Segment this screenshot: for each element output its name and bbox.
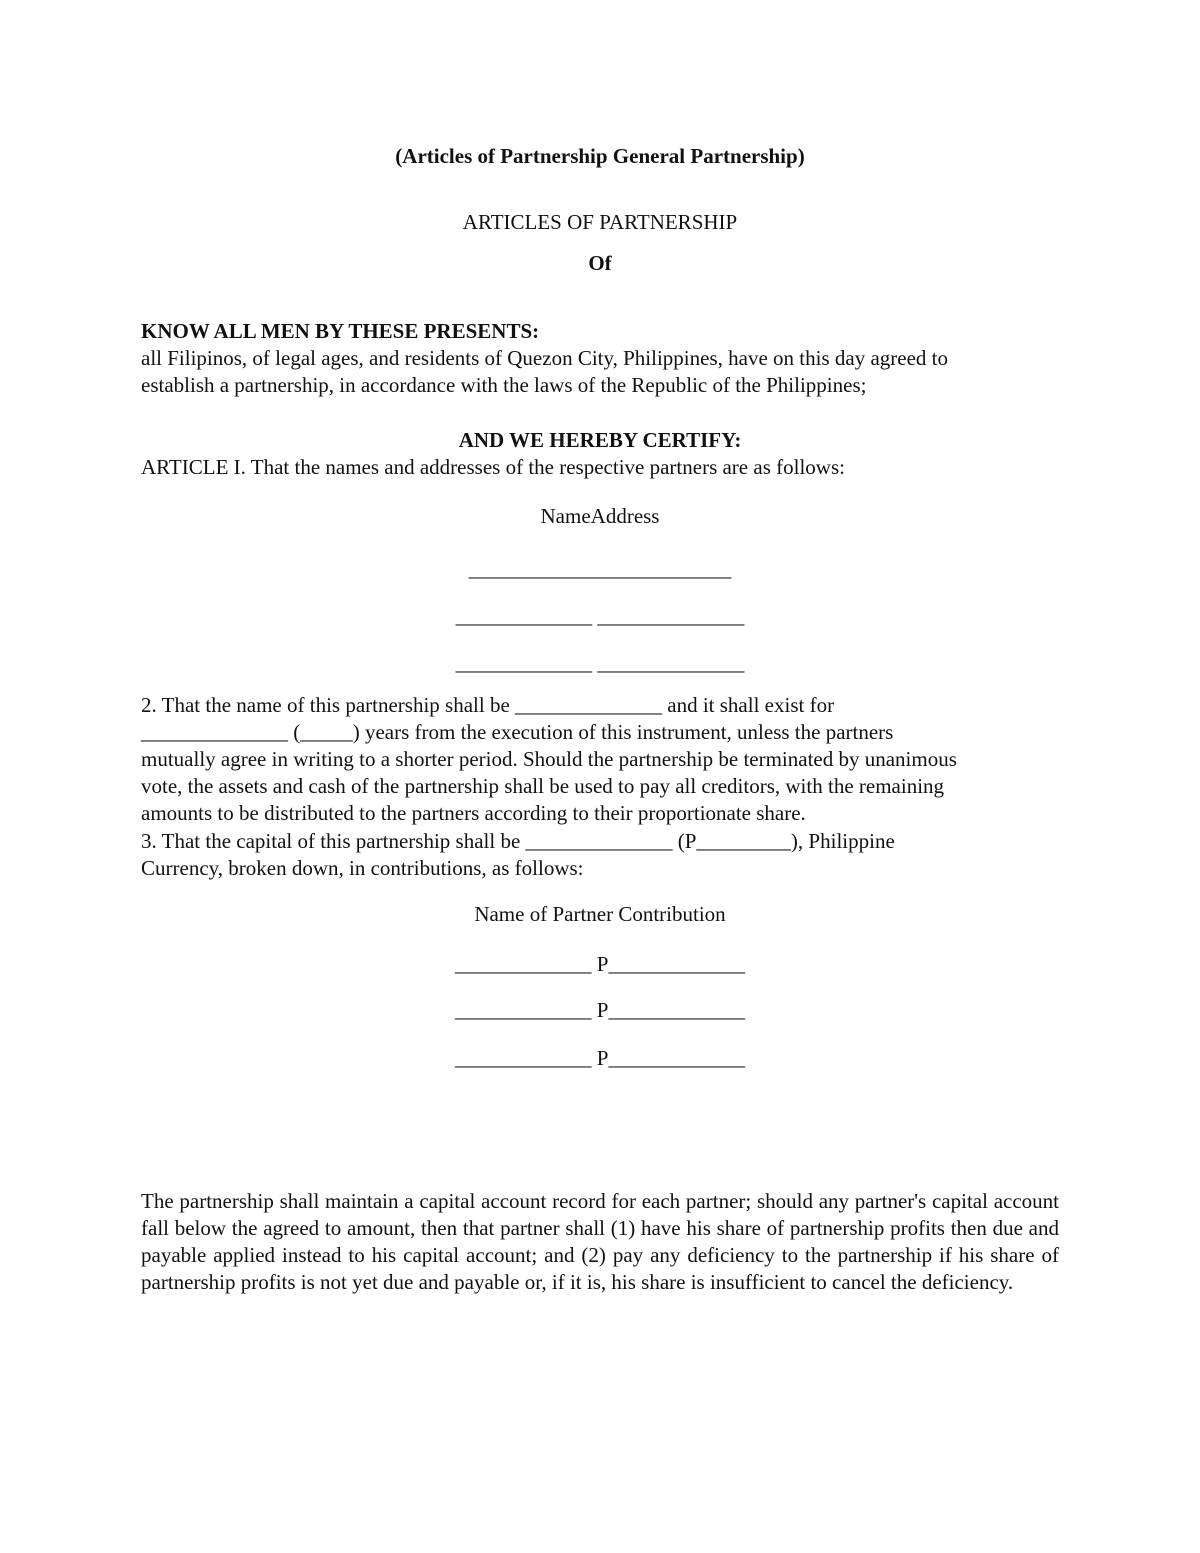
partners-row-2: _____________ ______________	[455, 604, 745, 628]
partners-row-3: _____________ ______________	[455, 651, 745, 675]
article-3-line-1: 3. That the capital of this partnership shall be ______________ (P_________), Philippine	[141, 829, 895, 853]
contributions-row-3: _____________ P_____________	[455, 1046, 745, 1070]
certify-heading: AND WE HEREBY CERTIFY:	[458, 428, 742, 452]
intro-line-1: all Filipinos, of legal ages, and residents of Quezon City, Philippines, have on this day agreed to	[141, 346, 948, 370]
form-title: (Articles of Partnership General Partnership)	[395, 144, 805, 168]
article-3-line-2: Currency, broken down, in contributions, as follows:	[141, 856, 584, 880]
article-2-line-1: 2. That the name of this partnership shall be ______________ and it shall exist for	[141, 693, 835, 717]
contributions-table-header: Name of Partner Contribution	[474, 902, 726, 926]
article-2-line-2: ______________ (_____) years from the execution of this instrument, unless the partners	[141, 720, 894, 744]
partners-row-1: _________________________	[468, 557, 732, 581]
article-2-line-5: amounts to be distributed to the partners according to their proportionate share.	[141, 801, 806, 825]
intro-line-2: establish a partnership, in accordance with the laws of the Republic of the Philippines;	[141, 373, 867, 397]
intro-heading: KNOW ALL MEN BY THESE PRESENTS:	[141, 319, 540, 343]
article-1-text: ARTICLE I. That the names and addresses of the respective partners are as follows:	[141, 455, 845, 479]
article-2-line-4: vote, the assets and cash of the partnership shall be used to pay all creditors, with the remaining	[141, 774, 945, 798]
partners-table-header: NameAddress	[540, 504, 660, 528]
document-title: ARTICLES OF PARTNERSHIP	[462, 210, 738, 234]
capital-account-paragraph: The partnership shall maintain a capital account record for each partner; should any partner's capital account fall below the agreed to amount, then that partner shall (1) have his share of partnership profits then due and payable applied instead to his capital account; and (2) pay any deficiency to the partnership if his share of partnership profits is not yet due and payable or, if it is, his share is insufficient to cancel the deficiency.	[141, 1189, 1059, 1294]
article-2-line-3: mutually agree in writing to a shorter period. Should the partnership be terminated by unanimous	[141, 747, 957, 771]
of-line: Of	[588, 251, 612, 275]
contributions-row-2: _____________ P_____________	[455, 998, 745, 1022]
contributions-row-1: _____________ P_____________	[455, 952, 745, 976]
